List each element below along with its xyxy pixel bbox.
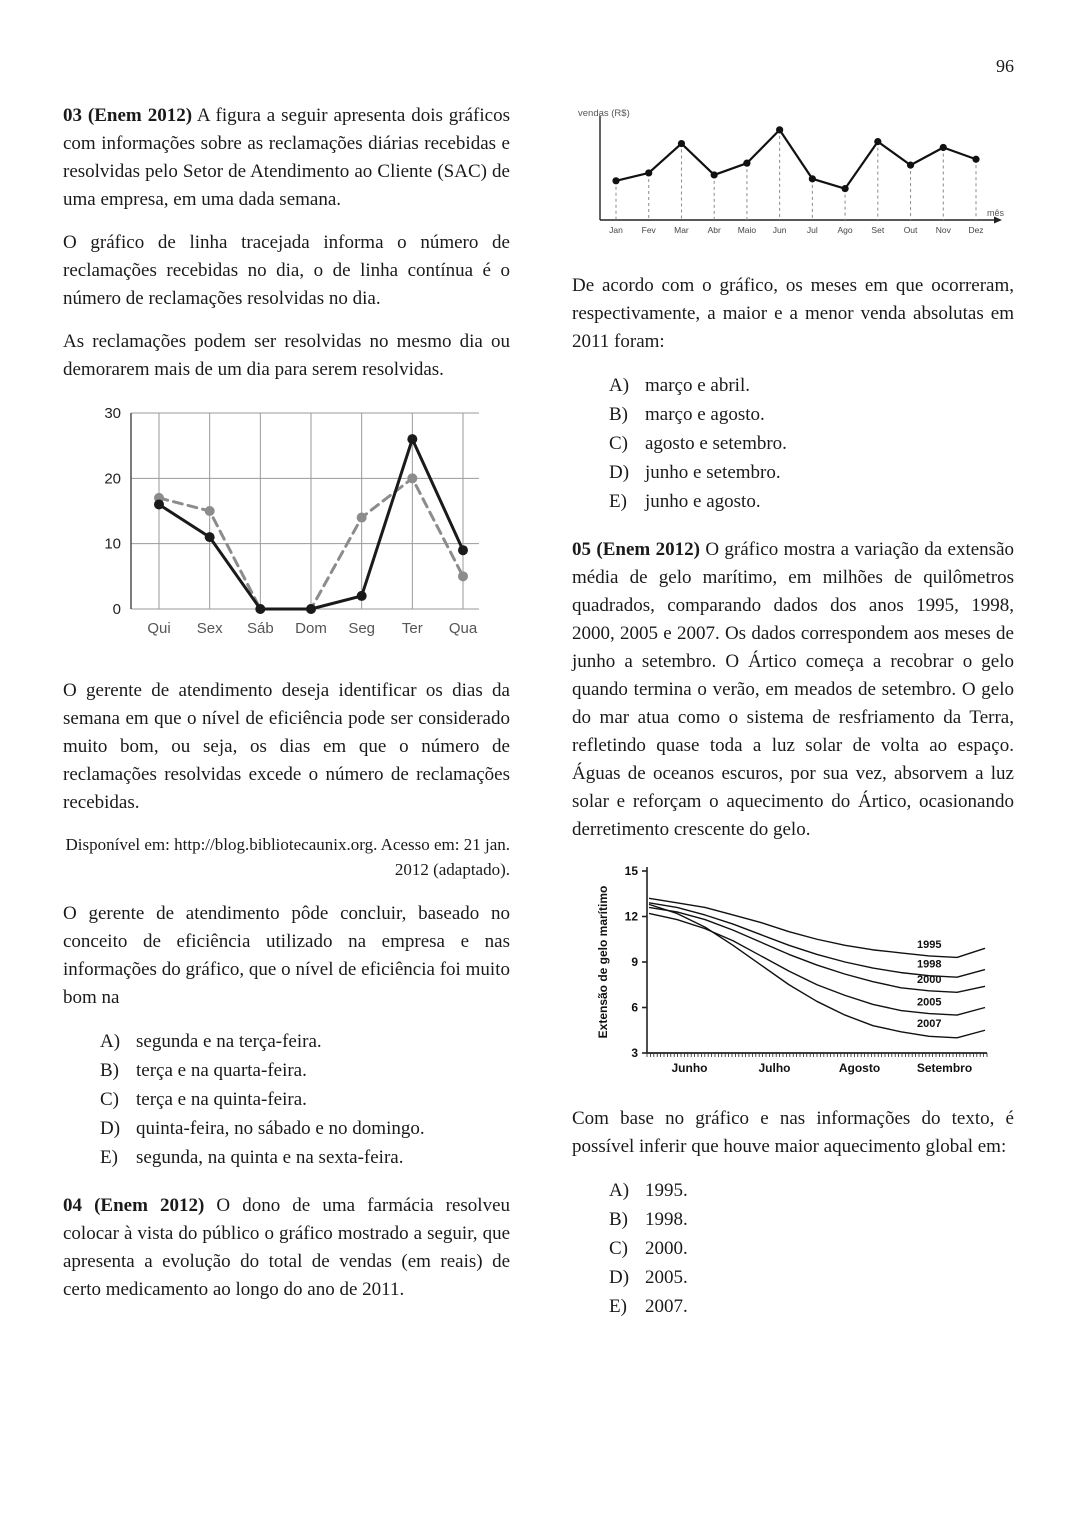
svg-text:Sáb: Sáb	[246, 620, 274, 637]
svg-text:Set: Set	[871, 225, 885, 235]
svg-text:Julho: Julho	[758, 1061, 791, 1075]
option	[100, 1056, 510, 1085]
q03-paragraph-5: O gerente de atendimento pôde concluir, baseado no conceito de eficiência utilizado na empresa e nas informações do gráfico, que o nível de eficiência foi muito bom na	[63, 903, 510, 1008]
svg-text:Mar: Mar	[674, 225, 689, 235]
option-text: março e agosto.	[645, 404, 765, 425]
svg-text:10: 10	[103, 535, 121, 553]
svg-text:Junho: Junho	[671, 1061, 708, 1075]
q05-paragraph-2: Com base no gráfico e nas informações do texto, é possível inferir que houve maior aquecimento global em:	[572, 1108, 1014, 1157]
option-text: quinta-feira, no sábado e no domingo.	[136, 1118, 425, 1139]
svg-text:Out: Out	[903, 225, 918, 235]
gelo-chart	[572, 859, 1014, 1087]
svg-text:vendas (R$): vendas (R$)	[578, 108, 630, 119]
option	[609, 371, 1014, 400]
option-letter: D)	[100, 1118, 121, 1139]
svg-text:Ago: Ago	[837, 225, 853, 235]
q05-intro-text: O gráfico mostra a variação da extensão média de gelo marítimo, em milhões de quilômetros quadrados, comparando dados dos anos 1995, 1998, 2000, 2005 e 2007. Os dados correspondem aos meses de junho a setembro. O Ártico começa a recobrar o gelo quando termina o verão, em meados de setembro. O gelo do mar atua como o sistema de resfriamento da Terra, refletindo quase toda a luz solar de volta ao espaço. Águas de oceanos escuros, por sua vez, absorvem a luz solar e reforçam o aquecimento do Ártico, ocasionando derretimento crescente do gelo.	[572, 539, 1015, 840]
svg-text:Nov: Nov	[935, 225, 951, 235]
option-text: 1995.	[645, 1180, 688, 1201]
q04-options	[572, 371, 1014, 516]
svg-text:2007: 2007	[917, 1017, 942, 1030]
option	[100, 1114, 510, 1143]
option-text: segunda e na terça-feira.	[136, 1031, 322, 1052]
svg-text:30: 30	[103, 405, 121, 422]
option-text: junho e setembro.	[645, 462, 781, 483]
svg-text:Sex: Sex	[196, 620, 223, 637]
option-letter: A)	[609, 375, 630, 396]
option-text: 1998.	[645, 1209, 688, 1230]
svg-text:mês: mês	[986, 208, 1004, 218]
svg-text:Qui: Qui	[146, 620, 171, 637]
svg-text:0: 0	[112, 601, 121, 618]
option-text: março e abril.	[645, 375, 750, 396]
q03-paragraph-4: O gerente de atendimento deseja identificar os dias da semana em que o nível de eficiência pode ser considerado muito bom, ou seja, os dias em que o número de reclamações resolvidas excede o número de reclamações recebidas.	[63, 680, 510, 813]
option-letter: C)	[609, 433, 628, 454]
option-text: segunda, na quinta e na sexta-feira.	[136, 1147, 404, 1168]
option	[100, 1143, 510, 1172]
q05-options	[572, 1176, 1014, 1321]
option	[609, 487, 1014, 516]
option	[100, 1085, 510, 1114]
option-letter: D)	[609, 1267, 630, 1288]
option	[609, 1292, 1014, 1321]
svg-text:3: 3	[631, 1046, 638, 1060]
svg-text:Ter: Ter	[401, 620, 423, 637]
option-text: junho e agosto.	[645, 491, 761, 512]
option	[609, 1176, 1014, 1205]
option-letter: C)	[609, 1238, 628, 1259]
option-letter: C)	[100, 1089, 119, 1110]
q03-intro	[63, 102, 510, 214]
svg-text:1998: 1998	[917, 958, 942, 971]
svg-text:Dez: Dez	[968, 225, 984, 235]
option-text: 2000.	[645, 1238, 688, 1259]
option-letter: E)	[100, 1147, 118, 1168]
svg-text:Agosto: Agosto	[838, 1061, 881, 1075]
q03-options	[63, 1027, 510, 1172]
svg-text:Extensão de gelo marítimo: Extensão de gelo marítimo	[596, 885, 610, 1039]
q03-paragraph-3: As reclamações podem ser resolvidas no mesmo dia ou demorarem mais de um dia para serem resolvidas.	[63, 331, 510, 380]
sac-chart-svg	[81, 399, 493, 661]
option	[609, 1263, 1014, 1292]
svg-text:Jan: Jan	[609, 225, 623, 235]
q03-intro-text: A figura a seguir apresenta dois gráficos com informações sobre as reclamações diárias recebidas e resolvidas pelo Setor de Atendimento ao Cliente (SAC) de uma empresa, em uma dada semana.	[63, 105, 510, 210]
svg-text:6: 6	[631, 1000, 638, 1015]
q05-label: 05 (Enem 2012)	[572, 539, 700, 560]
vendas-chart-svg	[574, 108, 1012, 250]
q03-source: Disponível em: http://blog.bibliotecaunix.org. Acesso em: 21 jan. 2012 (adaptado).	[65, 835, 510, 879]
svg-text:15: 15	[624, 864, 638, 878]
option	[609, 458, 1014, 487]
q03-paragraph-2: O gráfico de linha tracejada informa o número de reclamações recebidas no dia, o de linha contínua é o número de reclamações resolvidas no dia.	[63, 232, 510, 309]
svg-text:Jul: Jul	[806, 225, 818, 235]
option	[609, 429, 1014, 458]
q05-intro	[572, 536, 1014, 844]
option-letter: B)	[100, 1060, 119, 1081]
option-letter: A)	[100, 1031, 121, 1052]
svg-text:Dom: Dom	[294, 620, 327, 637]
right-column	[572, 102, 1014, 1341]
svg-text:9: 9	[631, 955, 638, 969]
svg-text:Qua: Qua	[448, 620, 477, 637]
option-letter: E)	[609, 491, 627, 512]
option-letter: B)	[609, 1209, 628, 1230]
option	[100, 1027, 510, 1056]
option-text: 2007.	[645, 1296, 688, 1317]
svg-text:Jun: Jun	[772, 225, 787, 235]
option-letter: E)	[609, 1296, 627, 1317]
option-text: terça e na quarta-feira.	[136, 1060, 307, 1081]
svg-text:20: 20	[103, 470, 121, 488]
svg-text:Seg: Seg	[347, 620, 375, 637]
option-text: terça e na quinta-feira.	[136, 1089, 307, 1110]
vendas-chart	[572, 108, 1014, 250]
option	[609, 1234, 1014, 1263]
option-letter: D)	[609, 462, 630, 483]
q04-paragraph-2: De acordo com o gráfico, os meses em que ocorreram, respectivamente, a maior e a menor venda absolutas em 2011 foram:	[572, 275, 1014, 352]
q03-label: 03 (Enem 2012)	[63, 105, 193, 126]
svg-text:Maio: Maio	[737, 225, 757, 235]
option-text: 2005.	[645, 1267, 688, 1288]
svg-text:1995: 1995	[917, 938, 942, 951]
left-column	[63, 102, 510, 1319]
svg-text:12: 12	[624, 909, 638, 924]
gelo-chart-svg	[591, 859, 995, 1087]
page-number: 96	[996, 56, 1014, 76]
svg-text:2000: 2000	[917, 973, 942, 986]
svg-text:Setembro: Setembro	[916, 1061, 973, 1075]
option-letter: A)	[609, 1180, 630, 1201]
q04-intro	[63, 1192, 510, 1304]
svg-text:Fev: Fev	[641, 225, 656, 235]
option	[609, 1205, 1014, 1234]
option	[609, 400, 1014, 429]
option-letter: B)	[609, 404, 628, 425]
q04-intro-text: O dono de uma farmácia resolveu colocar à vista do público o gráfico mostrado a seguir, que apresenta a evolução do total de vendas (em reais) de certo medicamento ao longo do ano de 2011.	[63, 1195, 511, 1300]
svg-text:Abr: Abr	[707, 225, 721, 235]
svg-text:2005: 2005	[917, 996, 942, 1009]
q04-label: 04 (Enem 2012)	[63, 1195, 205, 1216]
sac-chart	[63, 399, 510, 661]
option-text: agosto e setembro.	[645, 433, 787, 454]
